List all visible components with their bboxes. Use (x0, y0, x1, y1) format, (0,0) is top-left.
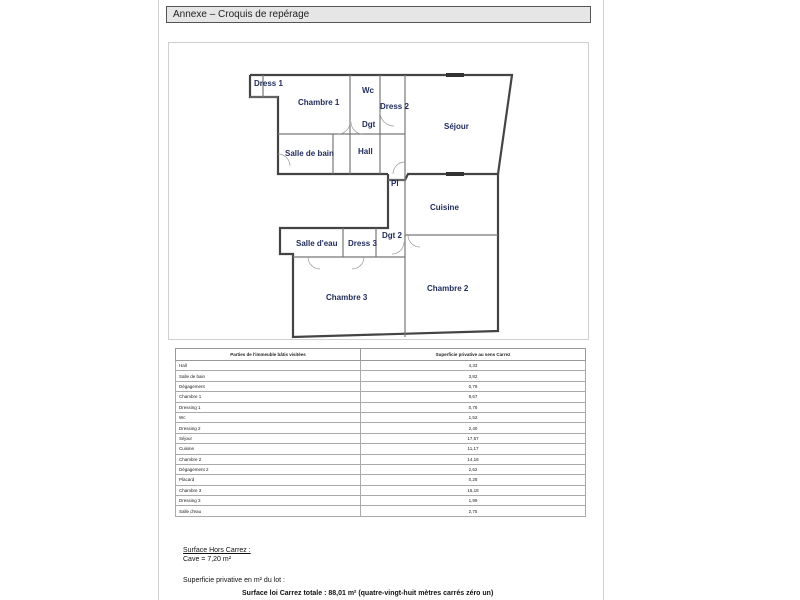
surface-value-cell: 1,99 (361, 496, 586, 506)
room-name-cell: Placard (176, 475, 361, 485)
room-name-cell: Chambre 1 (176, 392, 361, 402)
room-chambre-2: Chambre 2 (427, 284, 469, 293)
table-row (176, 392, 586, 402)
room-sejour: Séjour (444, 122, 469, 131)
surface-value-cell: 8,67 (361, 392, 586, 402)
cave-surface: Cave = 7,20 m² (183, 556, 232, 563)
room-name-cell: Cuisine (176, 444, 361, 454)
table-row (176, 464, 586, 474)
room-name-cell: Salle d'eau (176, 506, 361, 516)
room-name-cell: Séjour (176, 433, 361, 443)
table-row (176, 371, 586, 381)
surface-value-cell: 0,76 (361, 402, 586, 412)
room-name-cell: Dégagement 2 (176, 464, 361, 474)
annexe-header (166, 6, 591, 23)
room-dress-3: Dress 3 (348, 239, 377, 248)
column-header-parts: Parties de l'immeuble bâtis visitées (176, 349, 361, 361)
room-chambre-1: Chambre 1 (298, 98, 340, 107)
surface-value-cell: 4,33 (361, 361, 586, 371)
radiator-cuisine (446, 172, 464, 176)
room-name-cell: Chambre 2 (176, 454, 361, 464)
room-name-cell: Chambre 3 (176, 485, 361, 495)
surface-value-cell: 2,62 (361, 464, 586, 474)
room-name-cell: Dressing 2 (176, 423, 361, 433)
surface-value-cell: 15,18 (361, 485, 586, 495)
floor-plan (168, 42, 589, 340)
page-margin-left (158, 0, 159, 600)
surface-value-cell: 0,28 (361, 475, 586, 485)
room-hall: Hall (358, 147, 373, 156)
surface-value-cell: 11,17 (361, 444, 586, 454)
table-row (176, 423, 586, 433)
table-row (176, 381, 586, 391)
surface-value-cell: 0,79 (361, 381, 586, 391)
table-row (176, 361, 586, 371)
column-header-carrez: Superficie privative au sens Carrez (361, 349, 586, 361)
table-row (176, 475, 586, 485)
surface-value-cell: 2,40 (361, 423, 586, 433)
table-header-row (176, 349, 586, 361)
surface-table-wrap (175, 348, 585, 517)
room-dgt-2: Dgt 2 (382, 231, 402, 240)
surface-value-cell: 14,16 (361, 454, 586, 464)
surface-value-cell: 1,52 (361, 412, 586, 422)
hors-carrez-title: Surface Hors Carrez : (183, 547, 251, 554)
room-cuisine: Cuisine (430, 203, 459, 212)
surface-value-cell: 3,82 (361, 371, 586, 381)
room-dress-2: Dress 2 (380, 102, 409, 111)
table-row (176, 433, 586, 443)
table-row (176, 454, 586, 464)
room-dress-1: Dress 1 (254, 79, 283, 88)
carrez-total: Surface loi Carrez totale : 88,01 m² (quatre-vingt-huit mètres carrés zéro un) (242, 590, 494, 597)
surface-table (175, 348, 586, 517)
room-placard: Pl (391, 179, 399, 188)
radiator-sejour (446, 73, 464, 77)
room-name-cell: Dressing 1 (176, 402, 361, 412)
page-margin-right (603, 0, 604, 600)
room-salle-d-eau: Salle d'eau (296, 239, 338, 248)
room-name-cell: Dressing 3 (176, 496, 361, 506)
room-chambre-3: Chambre 3 (326, 293, 368, 302)
room-name-cell: Salle de bain (176, 371, 361, 381)
surface-value-cell: 2,75 (361, 506, 586, 516)
table-row (176, 402, 586, 412)
table-row (176, 412, 586, 422)
surface-value-cell: 17,57 (361, 433, 586, 443)
table-row (176, 506, 586, 516)
privative-surface-label: Superficie privative en m² du lot : (183, 577, 285, 584)
room-wc: Wc (362, 86, 374, 95)
room-dgt: Dgt (362, 120, 376, 129)
table-row (176, 496, 586, 506)
room-salle-de-bain: Salle de bain (285, 149, 334, 158)
table-row (176, 485, 586, 495)
room-name-cell: Dégagement (176, 381, 361, 391)
table-row (176, 444, 586, 454)
annexe-title: Annexe – Croquis de repérage (173, 9, 310, 20)
room-name-cell: Wc (176, 412, 361, 422)
room-name-cell: Hall (176, 361, 361, 371)
